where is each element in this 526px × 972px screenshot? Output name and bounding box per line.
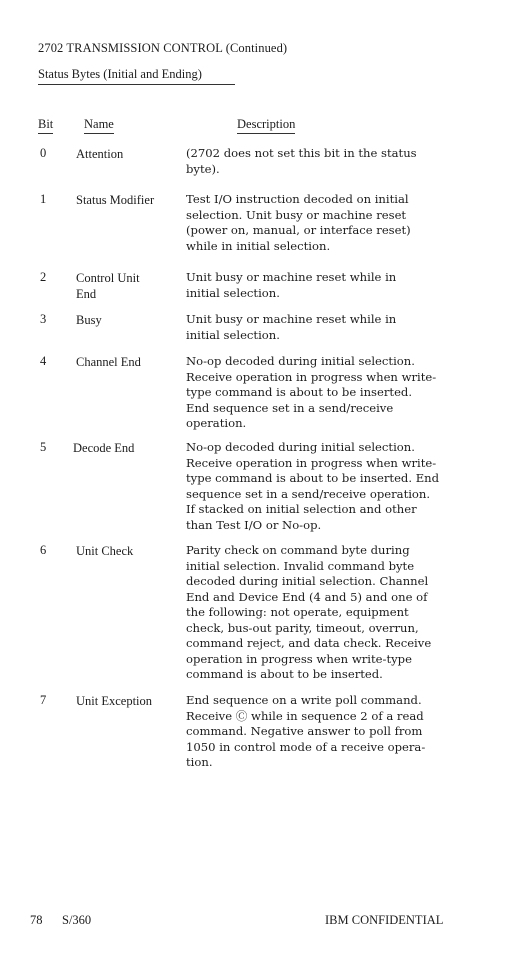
bit-number: 7	[40, 693, 47, 707]
table-row	[0, 543, 526, 693]
bit-description: No-op decoded during initial selection. Receive operation in progress when write- type command is about to be inserted. End sequence set in a send/receive operation. If stacked on initial selection and other than Test I/O or No-op.	[186, 440, 440, 532]
bit-name: Attention	[76, 147, 124, 161]
page-header: 2702 TRANSMISSION CONTROL (Continued)	[38, 41, 288, 55]
bit-description: Test I/O instruction decoded on initial selection. Unit busy or machine reset (power on, manual, or interface reset) while in initial selection.	[186, 192, 411, 253]
bit-description: Parity check on command byte during initial selection. Invalid command byte decoded during initial selection. Channel End and Device End (4 and 5) and one of the following: not operate, equipment check, bus-out parity, timeout, overrun, command reject, and data check. Receive operation in progress when write-type command is about to be inserted.	[186, 543, 432, 681]
page-number: 78	[30, 913, 43, 927]
bit-name: Status Modifier	[76, 193, 155, 207]
table-row	[0, 693, 526, 773]
column-header-bit: Bit	[38, 117, 53, 134]
bit-number: 5	[40, 440, 47, 454]
table-row	[0, 146, 526, 192]
bit-description: Unit busy or machine reset while in initial selection.	[186, 312, 397, 342]
section-title: Status Bytes (Initial and Ending)	[38, 67, 235, 85]
bit-name: Busy	[76, 313, 102, 327]
table-row	[0, 354, 526, 440]
bit-name: Unit Exception	[76, 694, 153, 708]
bit-number: 0	[40, 146, 47, 160]
status-bit-table	[0, 146, 526, 773]
table-row	[0, 192, 526, 270]
bit-name: Control Unit End	[76, 271, 140, 301]
bit-description: Unit busy or machine reset while in initial selection.	[186, 270, 397, 300]
bit-name: Decode End	[73, 441, 135, 455]
bit-number: 2	[40, 270, 47, 284]
table-row	[0, 440, 526, 543]
column-header-name: Name	[84, 117, 114, 134]
confidential-label: IBM CONFIDENTIAL	[325, 913, 444, 927]
table-row	[0, 312, 526, 354]
bit-name: Unit Check	[76, 544, 134, 558]
column-header-description: Description	[237, 117, 295, 134]
bit-number: 6	[40, 543, 47, 557]
table-row	[0, 270, 526, 312]
bit-description: (2702 does not set this bit in the status byte).	[186, 146, 417, 176]
bit-number: 3	[40, 312, 47, 326]
bit-name: Channel End	[76, 355, 141, 369]
bit-description: End sequence on a write poll command. Receive Ⓒ while in sequence 2 of a read command. Negative answer to poll from 1050 in control mode of a receive opera- tion.	[186, 693, 426, 769]
bit-number: 1	[40, 192, 47, 206]
bit-description: No-op decoded during initial selection. Receive operation in progress when write- type command is about to be inserted. End sequence set in a send/receive operation.	[186, 354, 437, 430]
bit-number: 4	[40, 354, 47, 368]
series-label: S/360	[62, 913, 92, 927]
